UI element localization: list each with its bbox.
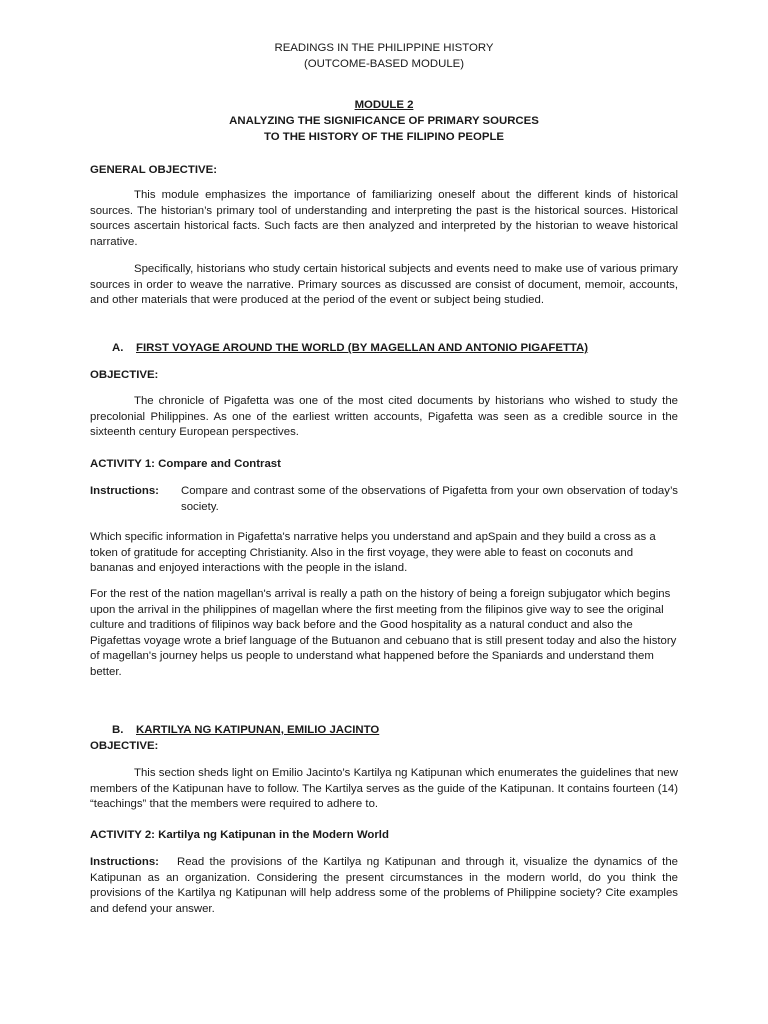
module-title-line-1: ANALYZING THE SIGNIFICANCE OF PRIMARY SOURCES — [229, 115, 539, 127]
activity-1-answer-paragraph-2: For the rest of the nation magellan's arrival is really a path on the history of being a foreign subjugator which begins upon the arrival in the philippines of magellan where the first meeting from the filipinos give way to see the original culture and traditions of filipinos way back before and the Good hospitality as a natural conduct and also the Pigafettas voyage wrote a brief language of the Butuanon and cebuano that is still present today and also the history of magellan's journey helps us people to understand what happened before the Spaniards and understand them better. — [90, 588, 677, 678]
section-a-objective-heading: OBJECTIVE: — [90, 369, 159, 381]
general-objective-heading: GENERAL OBJECTIVE: — [90, 164, 218, 176]
section-a-letter: A. — [112, 342, 124, 354]
activity-1-instructions — [90, 484, 678, 515]
section-a-heading — [112, 341, 678, 357]
instructions-label: Instructions: — [90, 485, 159, 497]
section-b-objective-heading: OBJECTIVE: — [90, 740, 159, 752]
document-title: READINGS IN THE PHILIPPINE HISTORY — [274, 42, 494, 54]
section-b-objective-text: This section sheds light on Emilio Jacinto’s Kartilya ng Katipunan which enumerates the guidelines that new members of the Katipunan have to follow. The Kartilya serves as the guide of the Katipunan. It contains fourteen (14) “teachings” that the members were required to adhere to. — [90, 767, 678, 811]
activity-2-heading: ACTIVITY 2: Kartilya ng Katipunan in the Modern World — [90, 829, 389, 841]
document-subtitle: (OUTCOME-BASED MODULE) — [303, 58, 465, 70]
instructions-text: Read the provisions of the Kartilya ng Katipunan and through it, visualize the dynamics of the Katipunan as an organization. Considering the present circumstances in the modern world, do you think the provisions of the Kartilya ng Katipunan will help address some of the problems of Philippine society? Cite examples and defend your answer. — [90, 856, 678, 915]
activity-1-answer-paragraph-1: Which specific information in Pigafetta's narrative helps you understand and apSpain and they build a cross as a token of gratitude for accepting Christianity. Also in the first voyage, they were able to feast on coconuts and bananas and enjoyed interactions with the people in the island. — [90, 531, 656, 575]
section-a-objective-text: The chronicle of Pigafetta was one of the most cited documents by historians who wished to study the precolonial Philippines. As one of the earliest written accounts, Pigafetta was seen as a credible source in the sixteenth century European perspectives. — [90, 395, 678, 439]
module-title-line-2: TO THE HISTORY OF THE FILIPINO PEOPLE — [263, 131, 505, 143]
section-b-heading — [112, 723, 678, 739]
activity-1-heading: ACTIVITY 1: Compare and Contrast — [90, 458, 281, 470]
activity-2-instructions — [90, 855, 678, 917]
general-objective-paragraph-1: This module emphasizes the importance of familiarizing oneself about the different kinds of historical sources. The historian’s primary tool of understanding and interpreting the past is the historical sources. Historical sources ascertain historical facts. Such facts are then analyzed and interpreted by the historian to weave historical narrative. — [90, 189, 678, 248]
instructions-label: Instructions: — [90, 856, 159, 868]
instructions-text: Compare and contrast some of the observations of Pigafetta from your own observation of today’s society. — [181, 485, 678, 513]
section-b-letter: B. — [112, 724, 124, 736]
section-b-title: KARTILYA NG KATIPUNAN, EMILIO JACINTO — [136, 724, 380, 736]
general-objective-paragraph-2: Specifically, historians who study certain historical subjects and events need to make use of various primary sources in order to weave the narrative. Primary sources as discussed are consist of document, memoir, accounts, and other materials that were produced at the period of the event or subject being studied. — [90, 263, 678, 307]
section-a-title: FIRST VOYAGE AROUND THE WORLD (BY MAGELLAN AND ANTONIO PIGAFETTA) — [136, 342, 589, 354]
module-number: MODULE 2 — [354, 99, 414, 111]
